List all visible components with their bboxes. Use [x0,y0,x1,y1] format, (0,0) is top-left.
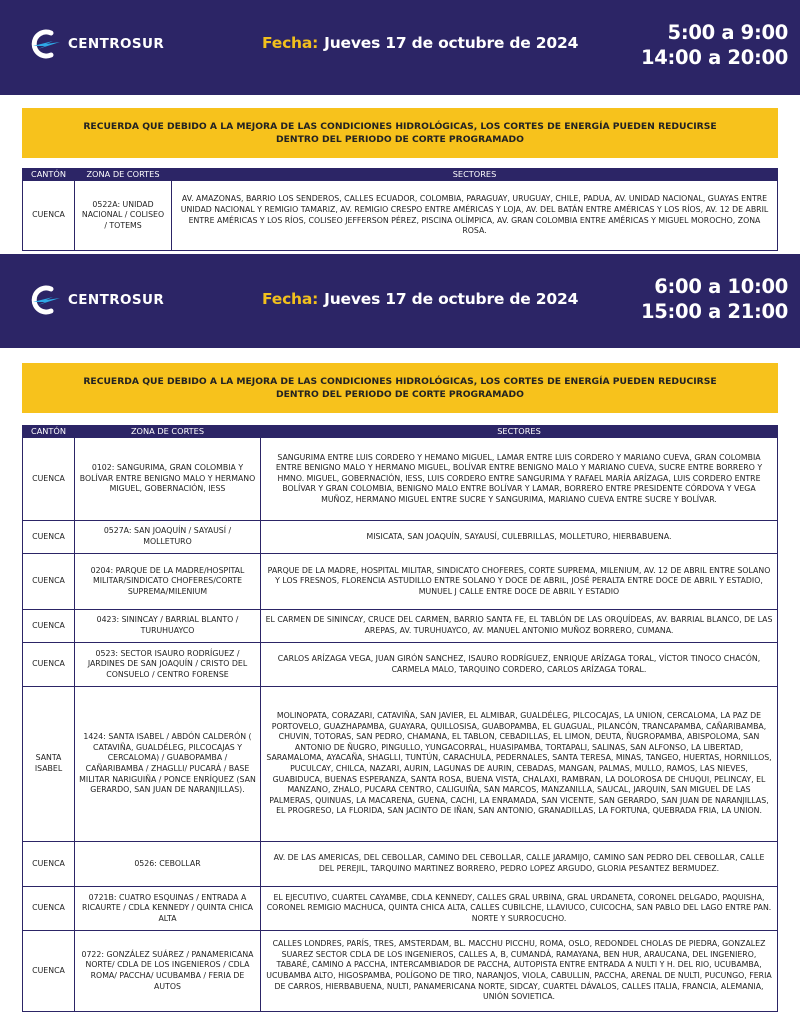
outage-table [22,168,778,251]
table-row [23,931,778,1012]
lightning-c-icon [24,282,64,318]
zona-cell: 0721B: CUATRO ESQUINAS / ENTRADA A RICAURTE / CDLA KENNEDY / QUINTA CHICA ALTA [75,887,261,931]
sectores-cell: CALLES LONDRES, PARÍS, TRES, AMSTERDAM, BL. MACCHU PICCHU, ROMA, OSLO, REDONDEL CHOLAS DE PIEDRA, GONZALEZ SUAREZ SECTOR CDLA DE LOS INGENIEROS, CALLES A, B, CUMANDÁ, RAMAYANA, BEN HUR, ARAUCANA, DEL INGENIERO, TABARÉ, CAMINO A PACCHA, INTERCAMBIADOR DE PACCHA, AUTOPISTA ENTRE ENTRADA A NULTI Y H. DEL RIO, UCUBAMBA, UCUBAMBA ALTO, HIGOSPAMBA, POLÍGONO DE TIRO, NARANJOS, VIOLA, CABULLIN, PACCHA, ARENAL DE NULTI, PUCUNGO, FERIA DE CARROS, HIERBABUENA, NULTI, PANAMERICANA NORTE, SIDCAY, CUARTEL DÁVALOS, CALLES ITALIA, FRANCIA, ALEMANIA, UNIÓN SOVIETICA. [261,931,778,1012]
table-row [23,521,778,554]
outage-table [22,425,778,1012]
header-banner [0,0,800,95]
hours-range: 6:00 a 10:00 [654,275,788,298]
logo-text-suffix: SUR [131,36,165,52]
lightning-c-icon [24,26,64,62]
logo-text-prefix: CENTRO [68,292,132,308]
notice-line: DENTRO DEL PERIODO DE CORTE PROGRAMADO [276,134,524,145]
table-row [23,887,778,931]
column-header: ZONA DE CORTES [75,426,261,438]
canton-cell: CUENCA [23,521,75,554]
sectores-cell: CARLOS ARÍZAGA VEGA, JUAN GIRÓN SANCHEZ, ISAURO RODRÍGUEZ, ENRIQUE ARÍZAGA TORAL, VÍCTOR TINOCO CHACÓN, CARMELA MALO, TARQUINO CORDERO, CARLOS ARÍZAGA TORAL. [261,643,778,687]
column-header: CANTÓN [23,169,75,181]
sectores-cell: SANGURIMA ENTRE LUIS CORDERO Y HEMANO MIGUEL, LAMAR ENTRE LUIS CORDERO Y MARIANO CUEVA, GRAN COLOMBIA ENTRE BENIGNO MALO Y HERMANO MIGUEL, BOLÍVAR ENTRE BENIGNO MALO Y MARIANO CUEVA, SUCRE ENTRE BORRERO Y HMNO. MIGUEL, GOBERNACIÓN, IESS, LUIS CORDERO ENTRE SANGURIMA Y RAFAEL MARÍA ARÍZAGA, LUIS CORDERO ENTRE BOLÍVAR Y GRAN COLOMBIA, BENIGNO MALO ENTRE BOLÍVAR Y LAMAR, BORRERO ENTRE PRESIDENTE CÓRDOVA Y VEGA MUÑOZ, HERMANO MIGUEL ENTRE SUCRE Y SANGURIMA, MARIANO CUEVA ENTRE SUCRE Y BOLÍVAR. [261,438,778,521]
table-row [23,181,778,251]
hours-range: 15:00 a 21:00 [641,300,788,323]
column-header: ZONA DE CORTES [75,169,172,181]
zona-cell: 0722: GONZÁLEZ SUÁREZ / PANAMERICANA NORTE/ CDLA DE LOS INGENIEROS / CDLA ROMA/ PACCHA/ UCUBAMBA / FERIA DE AUTOS [75,931,261,1012]
zona-cell: 0523: SECTOR ISAURO RODRÍGUEZ / JARDINES DE SAN JOAQUÍN / CRISTO DEL CONSUELO / CENTRO FORENSE [75,643,261,687]
logo-text-prefix: CENTRO [68,36,132,52]
table-row [23,687,778,842]
zona-cell: 1424: SANTA ISABEL / ABDÓN CALDERÓN ( CATAVIÑA, GUALDÉLEG, PILCOCAJAS Y CERCALOMA) / GUABOPAMBA / CAÑARIBAMBA / ZHAGLLI/ PUCARÁ / BASE MILITAR NARIGUIÑA / PONCE ENRÍQUEZ (SAN GERARDO, SAN JUAN DE NARANJILLAS). [75,687,261,842]
logo-text-suffix: SUR [131,292,165,308]
zona-cell: 0204: PARQUE DE LA MADRE/HOSPITAL MILITAR/SINDICATO CHOFERES/CORTE SUPREMA/MILENIUM [75,554,261,610]
header-banner [0,254,800,348]
column-header: CANTÓN [23,426,75,438]
schedule-hours [641,20,788,70]
centrosur-logo [24,24,164,64]
hydrology-notice [22,108,778,158]
table-row [23,610,778,643]
date-label: Fecha: [262,34,319,52]
canton-cell: CUENCA [23,438,75,521]
hours-range: 14:00 a 20:00 [641,46,788,69]
zona-cell: 0522A: UNIDAD NACIONAL / COLISEO / TOTEMS [75,181,172,251]
sectores-cell: MOLINOPATA, CORAZARI, CATAVIÑA, SAN JAVIER, EL ALMIBAR, GUALDÉLEG, PILCOCAJAS, LA UNION, CERCALOMA, LA PAZ DE PORTOVELO, GUAZHAPAMBA, GUAYARA, QUILLOSISA, GUABOPAMBA, EL GUAGUAL, PILANCÓN, TRANCAPAMBA, CAÑARIBAMBA, CHUVIN, TOTORAS, SAN PEDRO, CHAMANA, EL TABLON, CEBADILLAS, EL LIMON, DEUTA, ÑUGROPAMBA, ABISPOLOMA, SAN ANTONIO DE ÑUGRO, PINGULLO, YUNGACORRAL, HUASIPAMBA, TORTAPALI, SALINAS, SAN ALFONSO, LA LIBERTAD, SARAMALOMA, AYACAÑA, SHAGLLI, TUNTÚN, CARACHULA, PEDERNALES, SANTA TERESA, MINAS, TANGEO, HUERTAS, HORNILLOS, PUCULCAY, CHILCA, NAZARI, AURIN, LAGUNAS DE AURIN, CEBADAS, MANGAN, PALMAS, MULLO, RAMOS, LAS NIEVES, GUABIDUCA, BUENAS ESPERANZA, SANTA ROSA, BUENA VISTA, CHALAXI, RAMBRAN, LA DOLOROSA DE CHUQUI, PELINCAY, EL MANZANO, ZHALO, PUCARA CENTRO, CALIGUIÑA, SAN MARCOS, MANZANILLA, SAUCAL, JARQUIN, SAN MIGUEL DE LAS PALMERAS, QUINUAS, LA MACARENA, GUENA, CACHI, LA ENRAMADA, SAN VICENTE, SAN GERARDO, SAN JUAN DE NARANJILLAS, EL PROGRESO, LA FLORIDA, SAN JACINTO DE IÑAN, SAN ANTONIO, GRANADILLAS, LA FORTUNA, QUEBRADA FRIA, LA UNION. [261,687,778,842]
notice-line: RECUERDA QUE DEBIDO A LA MEJORA DE LAS CONDICIONES HIDROLÓGICAS, LOS CORTES DE ENERGÍA PUEDEN REDUCIRSE [83,376,717,387]
date-line [262,34,578,52]
sectores-cell: MISICATA, SAN JOAQUÍN, SAYAUSÍ, CULEBRILLAS, MOLLETURO, HIERBABUENA. [261,521,778,554]
hours-range: 5:00 a 9:00 [667,21,788,44]
date-line [262,290,578,308]
canton-cell: CUENCA [23,643,75,687]
sectores-cell: AV. AMAZONAS, BARRIO LOS SENDEROS, CALLES ECUADOR, COLOMBIA, PARAGUAY, URUGUAY, CHILE, PADUA, AV. UNIDAD NACIONAL, GUAYAS ENTRE UNIDAD NACIONAL Y REMIGIO TAMARIZ, AV. REMIGIO CRESPO ENTRE AMÉRICAS Y LOJA, AV. DEL BATÁN ENTRE AMÉRICAS Y LOS RÍOS, AV. 12 DE ABRIL ENTRE AMÉRICAS Y LOS RÍOS, COLISEO JEFFERSON PÉREZ, PISCINA OLÍMPICA, AV. GRAN COLOMBIA ENTRE AMÉRICAS Y MIGUEL MOROCHO, ZONA ROSA. [172,181,778,251]
table-row [23,842,778,887]
canton-cell: SANTA ISABEL [23,687,75,842]
date-label: Fecha: [262,290,319,308]
zona-cell: 0526: CEBOLLAR [75,842,261,887]
centrosur-logo [24,280,164,320]
column-header: SECTORES [261,426,778,438]
schedule-hours [641,274,788,324]
sectores-cell: AV. DE LAS AMERICAS, DEL CEBOLLAR, CAMINO DEL CEBOLLAR, CALLE JARAMIJO, CAMINO SAN PEDRO DEL CEBOLLAR, CALLE DEL PEREJIL, TARQUINO MARTINEZ BORRERO, PEDRO LOPEZ ARGUDO, GLORIA PESANTEZ BERMUDEZ. [261,842,778,887]
canton-cell: CUENCA [23,842,75,887]
hydrology-notice [22,363,778,413]
zona-cell: 0527A: SAN JOAQUÍN / SAYAUSÍ / MOLLETURO [75,521,261,554]
sectores-cell: PARQUE DE LA MADRE, HOSPITAL MILITAR, SINDICATO CHOFERES, CORTE SUPREMA, MILENIUM, AV. 12 DE ABRIL ENTRE SOLANO Y LOS FRESNOS, FLORENCIA ASTUDILLO ENTRE SOLANO Y DOCE DE ABRIL, JOSÉ PERALTA ENTRE DOCE DE ABRIL Y ESTADIO, MUNUEL J CALLE ENTRE DOCE DE ABRIL Y ESTADIO [261,554,778,610]
table-row [23,554,778,610]
canton-cell: CUENCA [23,554,75,610]
table-row [23,438,778,521]
table-header-row [23,426,778,438]
table-header-row [23,169,778,181]
date-value: Jueves 17 de octubre de 2024 [324,34,579,52]
date-value: Jueves 17 de octubre de 2024 [324,290,579,308]
sectores-cell: EL CARMEN DE SININCAY, CRUCE DEL CARMEN, BARRIO SANTA FE, EL TABLÓN DE LAS ORQUÍDEAS, AV. BARRIAL BLANCO, DE LAS AREPAS, AV. TURUHUAYCO, AV. MANUEL ANTONIO MUÑOZ BORRERO, CUMANA. [261,610,778,643]
canton-cell: CUENCA [23,931,75,1012]
table-row [23,643,778,687]
column-header: SECTORES [172,169,778,181]
canton-cell: CUENCA [23,610,75,643]
zona-cell: 0423: SININCAY / BARRIAL BLANTO / TURUHUAYCO [75,610,261,643]
sectores-cell: EL EJECUTIVO, CUARTEL CAYAMBE, CDLA KENNEDY, CALLES GRAL URBINA, GRAL URDANETA, CORONEL DELGADO, PAQUISHA, CORONEL REMIGIO MACHUCA, QUINTA CHICA ALTA, CALLES CUBILCHE, LLAVIUCO, CUICOCHA, SAN PABLO DEL LAGO ENTRE PAN. NORTE Y SURROCUCHO. [261,887,778,931]
canton-cell: CUENCA [23,887,75,931]
zona-cell: 0102: SANGURIMA, GRAN COLOMBIA Y BOLÍVAR ENTRE BENIGNO MALO Y HERMANO MIGUEL, GOBERNACIÓN, IESS [75,438,261,521]
notice-line: RECUERDA QUE DEBIDO A LA MEJORA DE LAS CONDICIONES HIDROLÓGICAS, LOS CORTES DE ENERGÍA PUEDEN REDUCIRSE [83,121,717,132]
canton-cell: CUENCA [23,181,75,251]
notice-line: DENTRO DEL PERIODO DE CORTE PROGRAMADO [276,389,524,400]
